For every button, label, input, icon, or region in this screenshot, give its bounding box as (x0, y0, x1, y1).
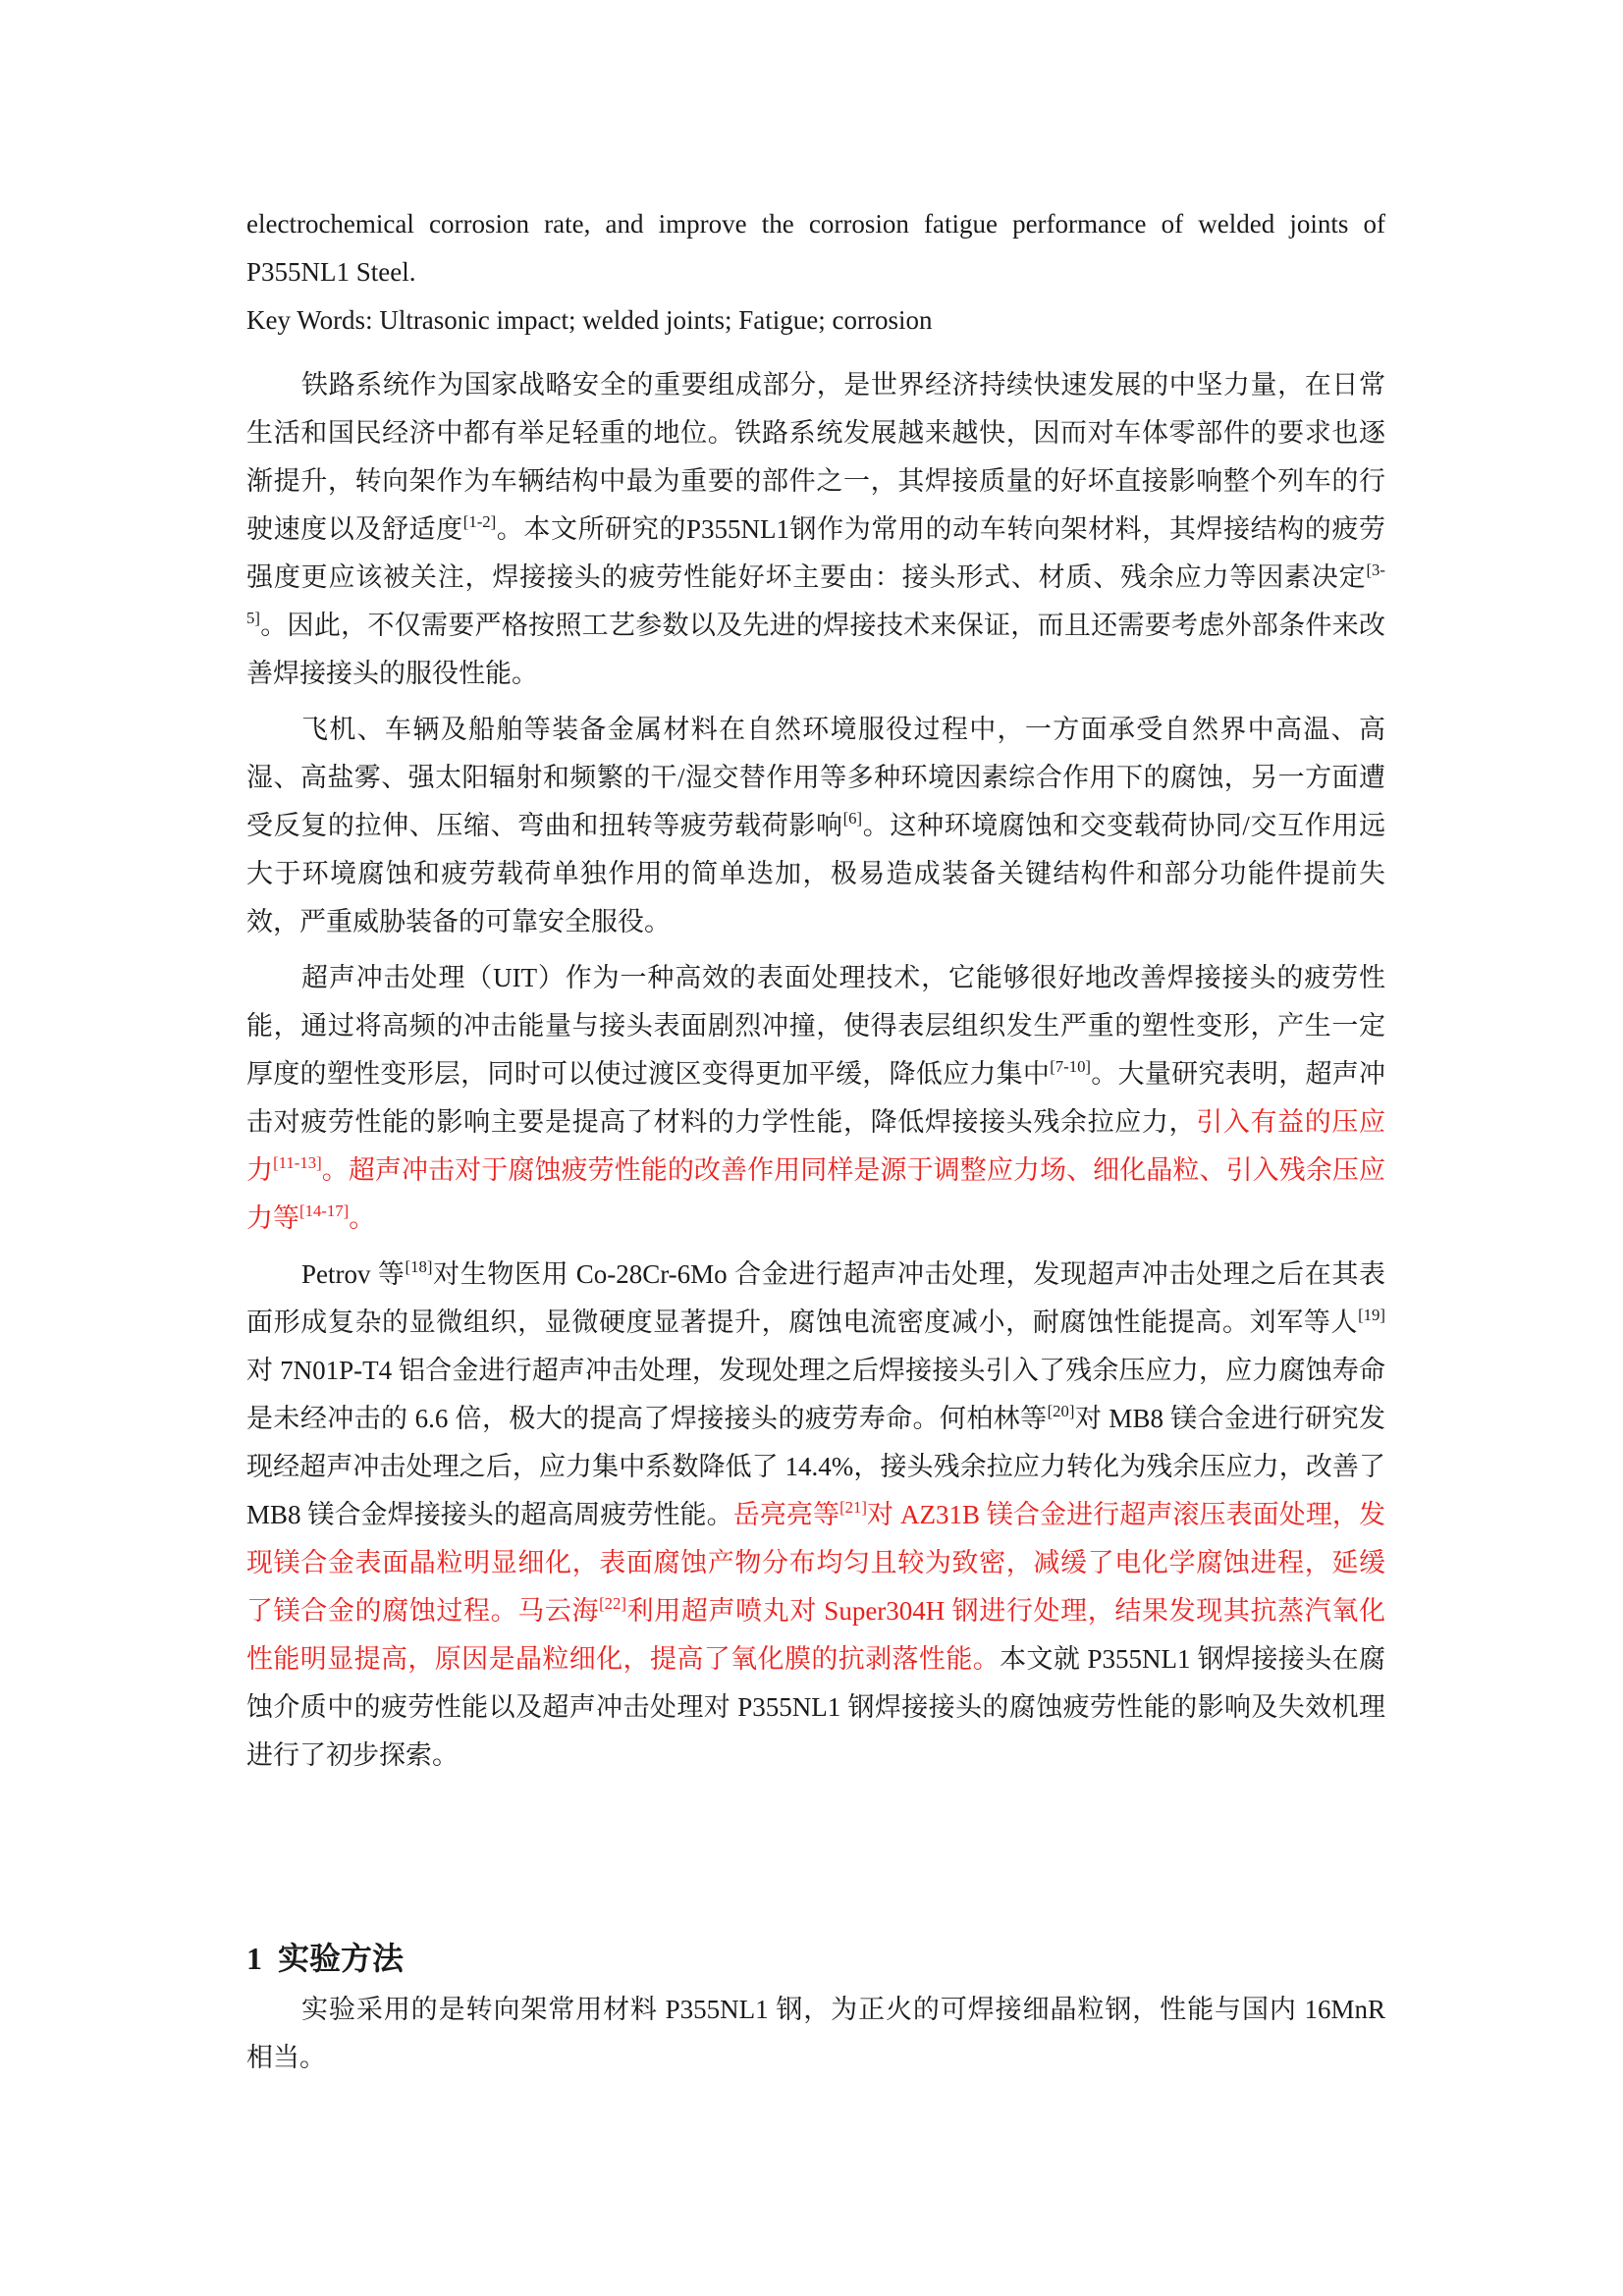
section-heading (246, 1934, 404, 1979)
key-words: Key Words: Ultrasonic impact; welded joints; Fatigue; corrosion (246, 305, 933, 335)
citation: [6] (842, 809, 863, 828)
citation: [11-13] (273, 1153, 322, 1173)
abstract-tail: electrochemical corrosion rate, and improve the corrosion fatigue performance of welded joints of P355NL1 Steel. (246, 209, 1385, 287)
section-body (246, 1986, 1385, 2082)
citation: [20] (1047, 1402, 1075, 1421)
highlighted-text: 利用超声喷丸对 Super304H 钢进行处理，结果发现其抗蒸汽氧化性能明显提高，原因是晶粒细化，提高了氧化膜的抗剥落性能。 (246, 1596, 1385, 1674)
citation: [1-2] (462, 512, 497, 532)
paragraph-railway: 铁路系统作为国家战略安全的重要组成部分，是世界经济持续快速发展的中坚力量，在日常生活和国民经济中都有举足轻重的地位。铁路系统发展越来越快，因而对车体零部件的要求也逐渐提升，转向架作为车辆结构中最为重要的部件之一，其焊接质量的好坏直接影响整个列车的行驶速度以及舒适度[1-2]。本文所研究的P355NL1钢作为常用的动车转向架材料，其焊接结构的疲劳强度更应该被关注，焊接接头的疲劳性能好坏主要由：接头形式、材质、残余应力等因素决定[3-5]。因此，不仅需要严格按照工艺参数以及先进的焊接技术来保证，而且还需要考虑外部条件来改善焊接接头的服役性能。 (246, 370, 1385, 688)
highlighted-text: 岳亮亮等 (732, 1500, 840, 1529)
section-title: 实验方法 (278, 1941, 405, 1976)
section-number: 1 (246, 1941, 262, 1976)
abstract-block (246, 200, 1385, 345)
paragraph-corrosion-environment: 飞机、车辆及船舶等装备金属材料在自然环境服役过程中，一方面承受自然界中高温、高湿、高盐雾、强太阳辐射和频繁的干/湿交替作用等多种环境因素综合作用下的腐蚀，另一方面遭受反复的拉伸、压缩、弯曲和扭转等疲劳载荷影响[6]。这种环境腐蚀和交变载荷协同/交互作用远大于环境腐蚀和疲劳载荷单独作用的简单迭加，极易造成装备关键结构件和部分功能件提前失效，严重威胁装备的可靠安全服役。 (246, 715, 1385, 936)
citation: [22] (599, 1594, 626, 1614)
citation: [3-5] (246, 561, 1385, 628)
citation: [18] (405, 1257, 433, 1277)
highlighted-text: 对 AZ31B 镁合金进行超声滚压表面处理，发现镁合金表面晶粒明显细化，表面腐蚀产物分布均匀且较为致密，减缓了电化学腐蚀进程，延缓了镁合金的腐蚀过程。马云海 (246, 1500, 1386, 1626)
highlighted-text: 引入有益的压应力 (246, 1107, 1386, 1185)
citation: [19] (1358, 1306, 1385, 1325)
paragraph-uit: 超声冲击处理（UIT）作为一种高效的表面处理技术，它能够很好地改善焊接接头的疲劳性能，通过将高频的冲击能量与接头表面剧烈冲撞，使得表层组织发生严重的塑性变形，产生一定厚度的塑性变形层，同时可以使过渡区变得更加平缓，降低应力集中[7-10]。大量研究表明，超声冲击对疲劳性能的影响主要是提高了材料的力学性能，降低焊接接头残余拉应力，引入有益的压应力[11-13]。超声冲击对于腐蚀疲劳性能的改善作用同样是源于调整应力场、细化晶粒、引入残余压应力等[14-17]。 (246, 963, 1386, 1233)
citation: [14-17] (299, 1201, 350, 1221)
body-text (246, 361, 1385, 1780)
highlighted-text: 。超声冲击对于腐蚀疲劳性能的改善作用同样是源于调整应力场、细化晶粒、引入残余压应力等 (246, 1155, 1386, 1233)
citation: [7-10] (1050, 1057, 1092, 1077)
paragraph-literature-review: Petrov 等[18]对生物医用 Co-28Cr-6Mo 合金进行超声冲击处理，发现超声冲击处理之后在其表面形成复杂的显微组织，显微硬度显著提升，腐蚀电流密度减小，耐腐蚀性能提高。刘军等人[19]对 7N01P-T4 铝合金进行超声冲击处理，发现处理之后焊接接头引入了残余压应力，应力腐蚀寿命是未经冲击的 6.6 倍，极大的提高了焊接接头的疲劳寿命。何柏林等[20]对 MB8 镁合金进行研究发现经超声冲击处理之后，应力集中系数降低了 14.4%，接头残余拉应力转化为残余压应力，改善了 MB8 镁合金焊接接头的超高周疲劳性能。岳亮亮等[21]对 AZ31B 镁合金进行超声滚压表面处理，发现镁合金表面晶粒明显细化，表面腐蚀产物分布均匀且较为致密，减缓了电化学腐蚀进程，延缓了镁合金的腐蚀过程。马云海[22]利用超声喷丸对 Super304H 钢进行处理，结果发现其抗蒸汽氧化性能明显提高，原因是晶粒细化，提高了氧化膜的抗剥落性能。本文就 P355NL1 钢焊接接头在腐蚀介质中的疲劳性能以及超声冲击处理对 P355NL1 钢焊接接头的腐蚀疲劳性能的影响及失效机理进行了初步探索。 (246, 1257, 1386, 1770)
paragraph-materials: 实验采用的是转向架常用材料 P355NL1 钢，为正火的可焊接细晶粒钢，性能与国内 16MnR 相当。 (246, 1995, 1385, 2072)
citation: [21] (839, 1498, 867, 1518)
